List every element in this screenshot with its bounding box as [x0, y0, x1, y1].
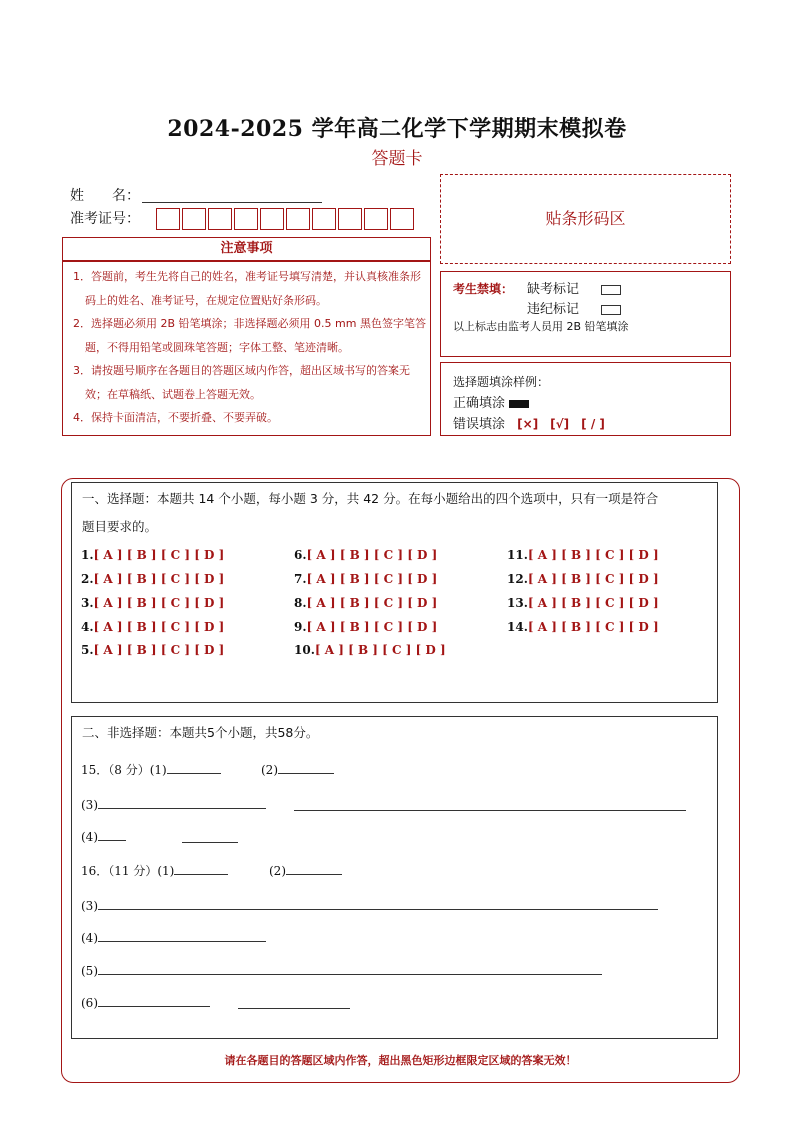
q16-5-label: (5)	[81, 964, 98, 978]
q16-row3	[81, 897, 658, 913]
correct-fill-mark	[509, 400, 529, 408]
question-9[interactable]: 9.[ A ] [ B ] [ C ] [ D ]	[294, 620, 438, 634]
id-cell[interactable]	[364, 208, 388, 230]
q16-row1b	[269, 862, 342, 878]
id-number-field[interactable]	[156, 208, 416, 230]
notice-body	[62, 261, 431, 436]
q16-2-blank[interactable]	[286, 862, 342, 875]
id-cell[interactable]	[390, 208, 414, 230]
q15-3-blank-a[interactable]	[98, 796, 266, 809]
q16-1-blank[interactable]	[174, 862, 228, 875]
q15-2-blank[interactable]	[278, 761, 334, 774]
question-5[interactable]: 5.[ A ] [ B ] [ C ] [ D ]	[81, 643, 225, 657]
footer-warning: 请在各题目的答题区域内作答，超出黑色矩形边框限定区域的答案无效！	[224, 1054, 577, 1067]
barcode-area	[440, 174, 731, 264]
q15-3-label: (3)	[81, 798, 98, 812]
q16-6-blank-b[interactable]	[238, 1007, 350, 1009]
q15-row1b	[261, 761, 334, 777]
q16-2-label: (2)	[269, 864, 286, 878]
q16-6-blank-a[interactable]	[98, 994, 210, 1007]
id-cell[interactable]	[156, 208, 180, 230]
question-10[interactable]: 10.[ A ] [ B ] [ C ] [ D ]	[294, 643, 446, 657]
q15-4-label: (4)	[81, 830, 98, 844]
q16-3-label: (3)	[81, 899, 98, 913]
q15-label: 15．（8 分）(1)	[81, 763, 167, 777]
q16-4-label: (4)	[81, 931, 98, 945]
name-label: 姓 名：	[70, 188, 140, 204]
section-open-title: 二、非选择题：本题共5个小题，共58分。	[82, 725, 319, 740]
wrong-label: 错误填涂	[453, 417, 506, 432]
id-cell[interactable]	[286, 208, 310, 230]
fill-example-box	[440, 362, 731, 436]
id-cell[interactable]	[312, 208, 336, 230]
id-cell[interactable]	[260, 208, 284, 230]
absent-row	[527, 278, 621, 297]
fill-example-title: 选择题填涂样例：	[453, 375, 550, 389]
id-cell[interactable]	[182, 208, 206, 230]
q16-row6	[81, 994, 210, 1010]
q15-4-blank-b[interactable]	[182, 841, 238, 843]
question-2[interactable]: 2.[ A ] [ B ] [ C ] [ D ]	[81, 572, 225, 586]
correct-label: 正确填涂	[453, 396, 506, 411]
question-6[interactable]: 6.[ A ] [ B ] [ C ] [ D ]	[294, 548, 438, 562]
notice-list	[67, 265, 426, 430]
page-subtitle: 答题卡	[371, 149, 423, 169]
q16-4-blank[interactable]	[98, 929, 266, 942]
forbidden-label: 考生禁填：	[453, 282, 514, 296]
forbidden-note: 以上标志由监考人员用 2B 铅笔填涂	[453, 320, 629, 333]
q15-2-label: (2)	[261, 763, 278, 777]
id-cell[interactable]	[234, 208, 258, 230]
question-8[interactable]: 8.[ A ] [ B ] [ C ] [ D ]	[294, 596, 438, 610]
notice-item: 3．请按题号顺序在各题目的答题区域内作答，超出区域书写的答案无效；在草稿纸、试题卷上答题无效。	[73, 364, 410, 401]
q16-row1	[81, 862, 228, 879]
question-14[interactable]: 14.[ A ] [ B ] [ C ] [ D ]	[507, 620, 659, 634]
notice-header	[62, 237, 431, 261]
section-choice-title-line1: 一、选择题：本题共 14 个小题，每小题 3 分，共 42 分。在每小题给出的四个选项中，只有一项是符合	[82, 491, 659, 506]
wrong-row	[453, 413, 605, 432]
q15-3-blank-b[interactable]	[294, 809, 686, 811]
q15-1-blank[interactable]	[167, 761, 221, 774]
violation-label: 违纪标记	[527, 302, 580, 317]
violation-row	[527, 298, 621, 317]
question-4[interactable]: 4.[ A ] [ B ] [ C ] [ D ]	[81, 620, 225, 634]
absent-label: 缺考标记	[527, 282, 580, 297]
q15-row1	[81, 761, 221, 778]
question-12[interactable]: 12.[ A ] [ B ] [ C ] [ D ]	[507, 572, 659, 586]
question-13[interactable]: 13.[ A ] [ B ] [ C ] [ D ]	[507, 596, 659, 610]
barcode-label: 贴条形码区	[545, 209, 626, 228]
section-choice-title	[72, 483, 717, 541]
notice-item: 1．答题前，考生先将自己的姓名，准考证号填写清楚，并认真核准条形码上的姓名、准考证号，在规定位置贴好条形码。	[73, 270, 421, 307]
wrong-marks: [×] [√] [ / ]	[517, 417, 605, 431]
violation-mark[interactable]	[601, 305, 621, 315]
section-choice-title-line2: 题目要求的。	[82, 519, 158, 534]
question-7[interactable]: 7.[ A ] [ B ] [ C ] [ D ]	[294, 572, 438, 586]
q16-row5	[81, 962, 602, 978]
section-choice	[71, 482, 718, 703]
q15-row4	[81, 828, 126, 844]
question-1[interactable]: 1.[ A ] [ B ] [ C ] [ D ]	[81, 548, 225, 562]
notice-item: 4．保持卡面清洁，不要折叠、不要弄破。	[73, 411, 278, 424]
q16-row4	[81, 929, 266, 945]
page-title: 2024-2025 学年高二化学下学期期末模拟卷	[167, 116, 627, 142]
q16-3-blank[interactable]	[98, 897, 658, 910]
id-cell[interactable]	[208, 208, 232, 230]
q15-4-blank-a[interactable]	[98, 828, 126, 841]
question-3[interactable]: 3.[ A ] [ B ] [ C ] [ D ]	[81, 596, 225, 610]
correct-row	[453, 392, 529, 411]
notice-heading: 注意事项	[220, 241, 273, 256]
q16-6-label: (6)	[81, 996, 98, 1010]
q15-row3	[81, 796, 266, 812]
absent-mark[interactable]	[601, 285, 621, 295]
id-cell[interactable]	[338, 208, 362, 230]
id-label: 准考证号：	[70, 211, 140, 227]
name-field[interactable]	[142, 201, 322, 203]
question-11[interactable]: 11.[ A ] [ B ] [ C ] [ D ]	[507, 548, 659, 562]
q16-5-blank[interactable]	[98, 962, 602, 975]
forbidden-box	[440, 271, 731, 357]
q16-label: 16．（11 分）(1)	[81, 864, 175, 878]
notice-item: 2．选择题必须用 2B 铅笔填涂；非选择题必须用 0.5 mm 黑色签字笔答题，不得用铅笔或圆珠笔答题；字体工整、笔迹清晰。	[73, 317, 426, 354]
